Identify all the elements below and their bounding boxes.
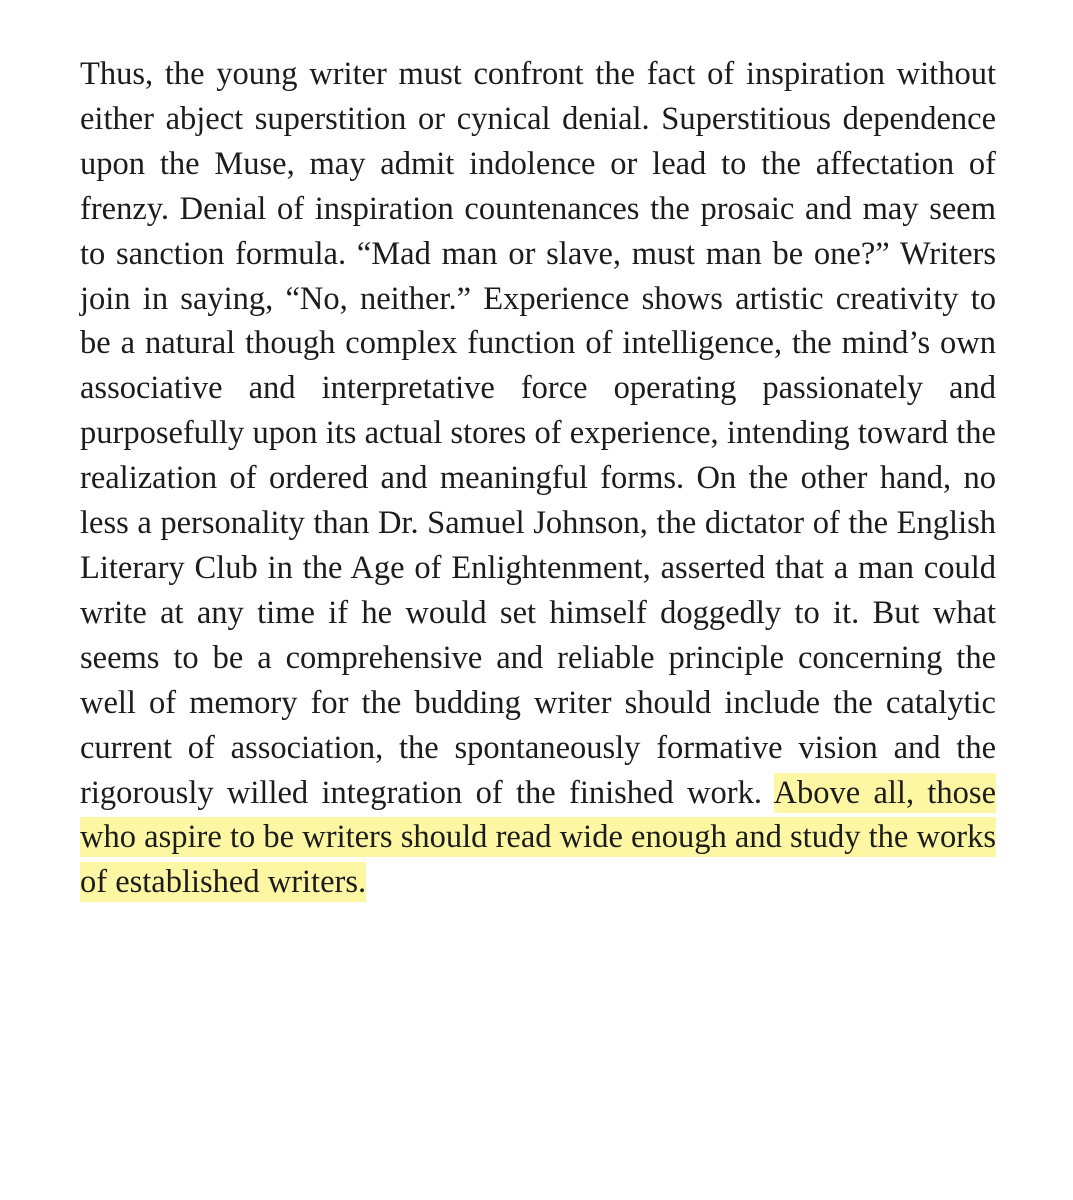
paragraph-text: Thus, the young writer must confront the fact of inspiration without either abject superstition or cynical denial. Superstitious dependence upon the Muse, may admit indolence or lead to the affectation of frenzy. Denial of inspiration countenances the prosaic and may seem to sanction formula. “Mad man or slave, must man be one?” Writers join in saying, “No, neither.” Experience shows artistic creativity to be a natural though complex function of intelligence, the mind’s own associative and interpretative force operating passionately and purposefully upon its actual stores of experience, intending toward the realization of ordered and meaningful forms. On the other hand, no less a personality than Dr. Samuel Johnson, the dictator of the English Literary Club in the Age of Enlightenment, asserted that a man could write at any time if he would set himself doggedly to it. But what seems to be a comprehensive and reliable principle concerning the well of memory for the budding writer should include the catalytic current of association, the spontaneously formative vision and the rigorously willed integration of the finished work. [80, 56, 996, 811]
highlighted-sentence: Above all, those who aspire to be writers should read wide enough and study the works of established writers. [80, 774, 997, 901]
body-paragraph [80, 52, 996, 905]
